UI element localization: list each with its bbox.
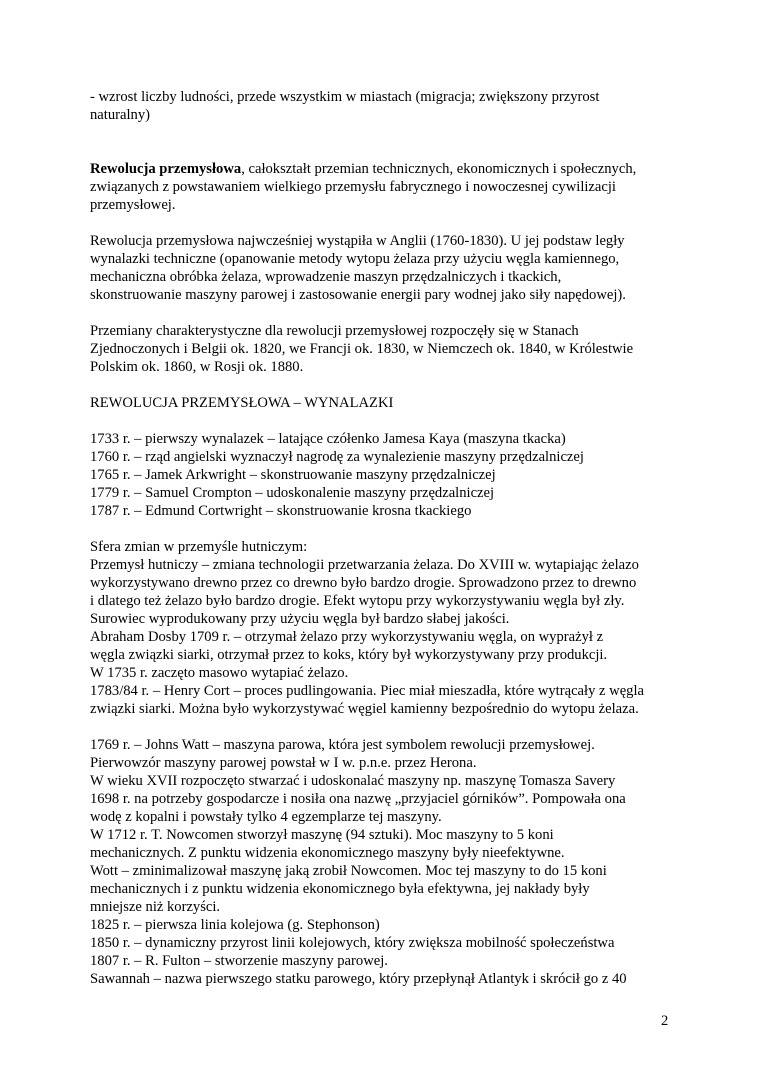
paragraph-line: Polskim ok. 1860, w Rosji ok. 1880.	[90, 359, 304, 375]
list-item: 1733 r. – pierwszy wynalazek – latające czółenko Jamesa Kaya (maszyna tkacka)	[90, 431, 566, 447]
paragraph-line: mechanicznych. Z punktu widzenia ekonomicznego maszyny były nieefektywne.	[90, 845, 565, 861]
list-item: 1787 r. – Edmund Cortwright – skonstruowanie krosna tkackiego	[90, 503, 472, 519]
intro-line: - wzrost liczby ludności, przede wszystkim w miastach (migracja; zwiększony przyrost	[90, 89, 600, 105]
list-item: 1779 r. – Samuel Crompton – udoskonalenie maszyny przędzalniczej	[90, 485, 495, 501]
paragraph-line: W 1712 r. T. Nowcomen stworzył maszynę (94 sztuki). Moc maszyny to 5 koni	[90, 827, 554, 843]
definition-line: związanych z powstawaniem wielkiego przemysłu fabrycznego i nowoczesnej cywilizacji	[90, 179, 616, 195]
paragraph-line: skonstruowanie maszyny parowej i zastosowanie energii pary wodnej jako siły napędowej).	[90, 287, 626, 303]
paragraph-line: 1783/84 r. – Henry Cort – proces pudlingowania. Piec miał mieszadła, które wytrącały z węgla	[90, 683, 644, 699]
england-paragraph	[90, 232, 690, 304]
paragraph-line: wodę z kopalni i powstały tylko 4 egzemplarze tej maszyny.	[90, 809, 442, 825]
document-page	[90, 88, 690, 988]
paragraph-line: 1769 r. – Johns Watt – maszyna parowa, która jest symbolem rewolucji przemysłowej.	[90, 737, 595, 753]
inventions-list	[90, 430, 690, 520]
paragraph-line: mniejsze niż korzyści.	[90, 899, 221, 915]
paragraph-line: Przemysł hutniczy – zmiana technologii przetwarzania żelaza. Do XVIII w. wytapiając żelazo	[90, 557, 639, 573]
spread-paragraph	[90, 322, 690, 376]
definition-term: Rewolucja przemysłowa	[90, 161, 242, 177]
definition-line	[90, 160, 690, 178]
paragraph-line: wykorzystywano drewno przez co drewno było bardzo drogie. Sprowadzono przez to drewno	[90, 575, 637, 591]
paragraph-line: Zjednoczonych i Belgii ok. 1820, we Francji ok. 1830, w Niemczech ok. 1840, w Królestwie	[90, 341, 634, 357]
paragraph-line: Przemiany charakterystyczne dla rewolucji przemysłowej rozpoczęły się w Stanach	[90, 323, 579, 339]
paragraph-line: Wott – zminimalizował maszynę jaką zrobił Nowcomen. Moc tej maszyny to do 15 koni	[90, 863, 607, 879]
paragraph-line: mechaniczna obróbka żelaza, wprowadzenie maszyn przędzalniczych i tkackich,	[90, 269, 562, 285]
paragraph-line: Sfera zmian w przemyśle hutniczym:	[90, 539, 308, 555]
list-item: 1760 r. – rząd angielski wyznaczył nagrodę za wynalezienie maszyny przędzalniczej	[90, 449, 584, 465]
paragraph-line: 1807 r. – R. Fulton – stworzenie maszyny parowej.	[90, 953, 388, 969]
intro-line: naturalny)	[90, 107, 150, 123]
paragraph-line: Surowiec wyprodukowany przy użyciu węgla był bardzo słabej jakości.	[90, 611, 510, 627]
paragraph-line: Abraham Dosby 1709 r. – otrzymał żelazo przy wykorzystywaniu węgla, on wyprażył z	[90, 629, 604, 645]
metallurgy-paragraph	[90, 538, 690, 718]
paragraph-line: związki siarki. Można było wykorzystywać węgiel kamienny bezpośrednio do wytopu żelaza.	[90, 701, 639, 717]
paragraph-line: Pierwowzór maszyny parowej powstał w I w. p.n.e. przez Herona.	[90, 755, 477, 771]
paragraph-line: Sawannah – nazwa pierwszego statku parowego, który przepłynął Atlantyk i skrócił go z 40	[90, 971, 627, 987]
paragraph-line: W wieku XVII rozpoczęto stwarzać i udoskonalać maszyny np. maszynę Tomasza Savery	[90, 773, 616, 789]
paragraph-line: węgla związki siarki, otrzymał przez to koks, który był wykorzystywany przy produkcji.	[90, 647, 608, 663]
section-heading: REWOLUCJA PRZEMYSŁOWA – WYNALAZKI	[90, 395, 394, 411]
paragraph-line: 1850 r. – dynamiczny przyrost linii kolejowych, który zwiększa mobilność społeczeństwa	[90, 935, 615, 951]
steam-paragraph	[90, 736, 690, 988]
paragraph-line: 1825 r. – pierwsza linia kolejowa (g. Stephonson)	[90, 917, 380, 933]
paragraph-line: W 1735 r. zaczęto masowo wytapiać żelazo.	[90, 665, 349, 681]
paragraph-line: i dlatego też żelazo było bardzo drogie. Efekt wytopu przy wykorzystywaniu węgla był zły.	[90, 593, 625, 609]
page-number: 2	[661, 1013, 669, 1029]
definition-line: przemysłowej.	[90, 197, 176, 213]
paragraph-line: Rewolucja przemysłowa najwcześniej wystąpiła w Anglii (1760-1830). U jej podstaw legły	[90, 233, 625, 249]
paragraph-line: 1698 r. na potrzeby gospodarcze i nosiła ona nazwę „przyjaciel górników”. Pompowała ona	[90, 791, 626, 807]
paragraph-line: wynalazki techniczne (opanowanie metody wytopu żelaza przy użyciu węgla kamiennego,	[90, 251, 620, 267]
definition-text: , całokształt przemian technicznych, ekonomicznych i społecznych,	[241, 161, 637, 177]
paragraph-line: mechanicznych i z punktu widzenia ekonomicznego była efektywna, jej nakłady były	[90, 881, 590, 897]
list-item: 1765 r. – Jamek Arkwright – skonstruowanie maszyny przędzalniczej	[90, 467, 496, 483]
